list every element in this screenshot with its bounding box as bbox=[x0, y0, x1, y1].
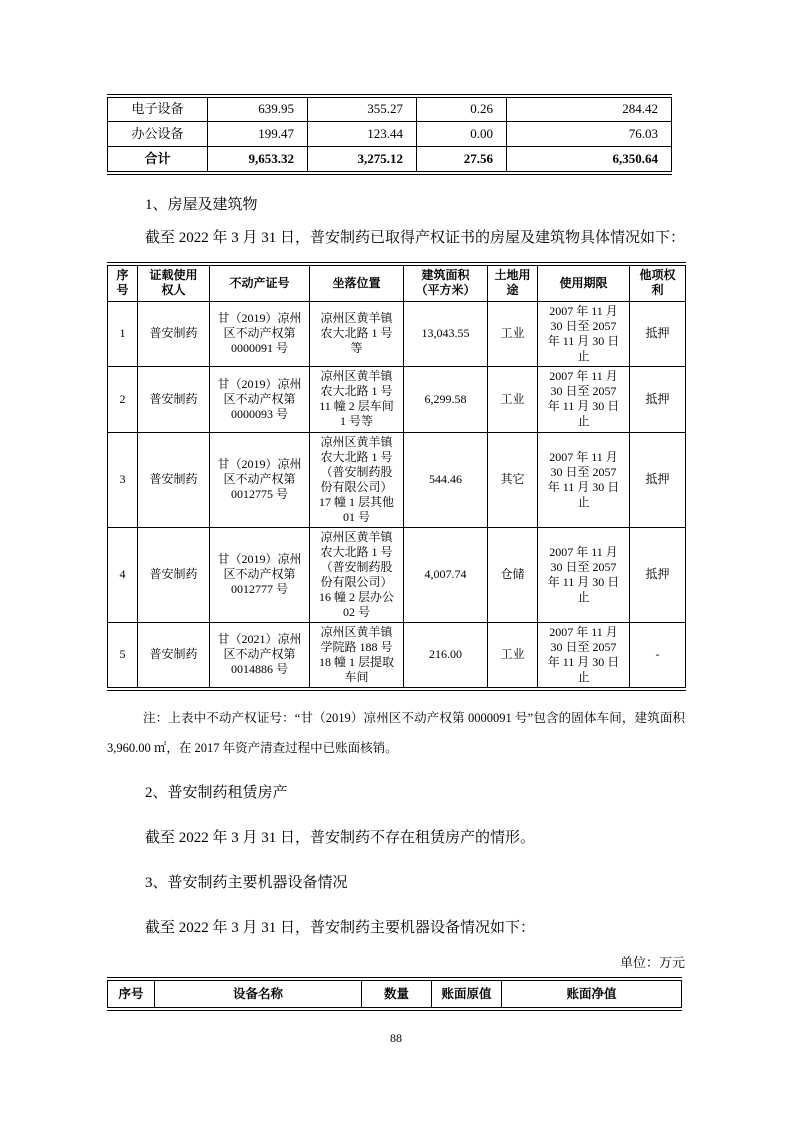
value-cell: 0.00 bbox=[417, 121, 507, 146]
cell-seq: 1 bbox=[108, 301, 138, 366]
column-header-qty: 数量 bbox=[362, 979, 432, 1009]
section-2-paragraph: 截至 2022 年 3 月 31 日，普安制药不存在租赁房产的情形。 bbox=[145, 829, 536, 846]
header-row bbox=[108, 979, 682, 1009]
note-paragraph: 注：上表中不动产权证号：“甘（2019）凉州区不动产权第 0000091 号”包含的固体车间，建筑面积 3,960.00 ㎡，在 2017 年资产清查过程中已账面核销。 bbox=[107, 710, 685, 755]
cell-cert: 甘（2019）凉州区不动产权第 0012777 号 bbox=[210, 527, 310, 622]
table-row bbox=[108, 527, 686, 622]
column-header-location: 坐落位置 bbox=[310, 264, 404, 301]
column-header-use: 土地用途 bbox=[488, 264, 538, 301]
section-3-paragraph: 截至 2022 年 3 月 31 日，普安制药主要机器设备情况如下： bbox=[145, 919, 536, 936]
cell-use: 工业 bbox=[488, 622, 538, 689]
table-row bbox=[108, 366, 686, 432]
column-header-owner: 证载使用权人 bbox=[138, 264, 210, 301]
cell-owner: 普安制药 bbox=[138, 366, 210, 432]
column-header-term: 使用期限 bbox=[538, 264, 630, 301]
cell-location: 凉州区黄羊镇农大北路 1 号 11 幢 2 层车间 1 号等 bbox=[310, 366, 404, 432]
property-table bbox=[107, 262, 686, 691]
column-header-seq: 序号 bbox=[108, 979, 155, 1009]
cell-owner: 普安制药 bbox=[138, 622, 210, 689]
section-3-heading: 3、普安制药主要机器设备情况 bbox=[145, 874, 348, 891]
row-label: 电子设备 bbox=[108, 96, 208, 121]
value-cell: 639.95 bbox=[208, 96, 308, 121]
cell-area: 4,007.74 bbox=[404, 527, 488, 622]
cell-cert: 甘（2019）凉州区不动产权第 0000093 号 bbox=[210, 366, 310, 432]
table-row bbox=[108, 301, 686, 366]
column-header-area: 建筑面积（平方米） bbox=[404, 264, 488, 301]
cell-area: 6,299.58 bbox=[404, 366, 488, 432]
section-1-heading: 1、房屋及建筑物 bbox=[145, 197, 258, 213]
table-row bbox=[108, 96, 672, 121]
row-label: 办公设备 bbox=[108, 121, 208, 146]
cell-other: 抵押 bbox=[630, 366, 686, 432]
section-1-paragraph: 截至 2022 年 3 月 31 日，普安制药已取得产权证书的房屋及建筑物具体情况如下： bbox=[145, 230, 686, 246]
column-header-orig: 账面原值 bbox=[432, 979, 502, 1009]
cell-term: 2007 年 11 月 30 日至 2057 年 11 月 30 日止 bbox=[538, 366, 630, 432]
cell-seq: 2 bbox=[108, 366, 138, 432]
cell-owner: 普安制药 bbox=[138, 432, 210, 527]
asset-summary-table bbox=[107, 94, 672, 175]
value-cell: 355.27 bbox=[308, 96, 417, 121]
value-cell: 199.47 bbox=[208, 121, 308, 146]
column-header-cert: 不动产证号 bbox=[210, 264, 310, 301]
section-2-heading: 2、普安制药租赁房产 bbox=[145, 784, 288, 801]
cell-term: 2007 年 11 月 30 日至 2057 年 11 月 30 日止 bbox=[538, 527, 630, 622]
cell-area: 13,043.55 bbox=[404, 301, 488, 366]
page-number: 88 bbox=[390, 1030, 402, 1045]
cell-cert: 甘（2019）凉州区不动产权第 0012775 号 bbox=[210, 432, 310, 527]
cell-term: 2007 年 11 月 30 日至 2057 年 11 月 30 日止 bbox=[538, 301, 630, 366]
value-cell: 76.03 bbox=[507, 121, 672, 146]
cell-use: 其它 bbox=[488, 432, 538, 527]
cell-use: 工业 bbox=[488, 301, 538, 366]
column-header-net: 账面净值 bbox=[502, 979, 682, 1009]
table-row bbox=[108, 121, 672, 146]
cell-other: 抵押 bbox=[630, 301, 686, 366]
cell-cert: 甘（2019）凉州区不动产权第 0000091 号 bbox=[210, 301, 310, 366]
cell-owner: 普安制药 bbox=[138, 527, 210, 622]
table-row bbox=[108, 622, 686, 689]
table-row bbox=[108, 432, 686, 527]
cell-location: 凉州区黄羊镇农大北路 1 号（普安制药股份有限公司）16 幢 2 层办公 02 号 bbox=[310, 527, 404, 622]
value-cell: 3,275.12 bbox=[308, 146, 417, 173]
column-header-other: 他项权利 bbox=[630, 264, 686, 301]
cell-location: 凉州区黄羊镇农大北路 1 号（普安制药股份有限公司）17 幢 1 层其他 01 号 bbox=[310, 432, 404, 527]
value-cell: 284.42 bbox=[507, 96, 672, 121]
cell-owner: 普安制药 bbox=[138, 301, 210, 366]
cell-seq: 3 bbox=[108, 432, 138, 527]
total-row bbox=[108, 146, 672, 173]
cell-term: 2007 年 11 月 30 日至 2057 年 11 月 30 日止 bbox=[538, 622, 630, 689]
row-label: 合计 bbox=[108, 146, 208, 173]
column-header-seq: 序号 bbox=[108, 264, 138, 301]
value-cell: 27.56 bbox=[417, 146, 507, 173]
cell-other: - bbox=[630, 622, 686, 689]
cell-other: 抵押 bbox=[630, 432, 686, 527]
cell-cert: 甘（2021）凉州区不动产权第 0014886 号 bbox=[210, 622, 310, 689]
equipment-table bbox=[107, 977, 682, 1011]
cell-location: 凉州区黄羊镇学院路 188 号 18 幢 1 层提取车间 bbox=[310, 622, 404, 689]
value-cell: 9,653.32 bbox=[208, 146, 308, 173]
cell-location: 凉州区黄羊镇农大北路 1 号等 bbox=[310, 301, 404, 366]
value-cell: 123.44 bbox=[308, 121, 417, 146]
cell-seq: 5 bbox=[108, 622, 138, 689]
value-cell: 6,350.64 bbox=[507, 146, 672, 173]
cell-area: 216.00 bbox=[404, 622, 488, 689]
cell-use: 工业 bbox=[488, 366, 538, 432]
value-cell: 0.26 bbox=[417, 96, 507, 121]
header-row bbox=[108, 264, 686, 301]
column-header-name: 设备名称 bbox=[155, 979, 362, 1009]
unit-label: 单位：万元 bbox=[619, 954, 685, 970]
cell-area: 544.46 bbox=[404, 432, 488, 527]
cell-use: 仓储 bbox=[488, 527, 538, 622]
cell-seq: 4 bbox=[108, 527, 138, 622]
cell-term: 2007 年 11 月 30 日至 2057 年 11 月 30 日止 bbox=[538, 432, 630, 527]
cell-other: 抵押 bbox=[630, 527, 686, 622]
